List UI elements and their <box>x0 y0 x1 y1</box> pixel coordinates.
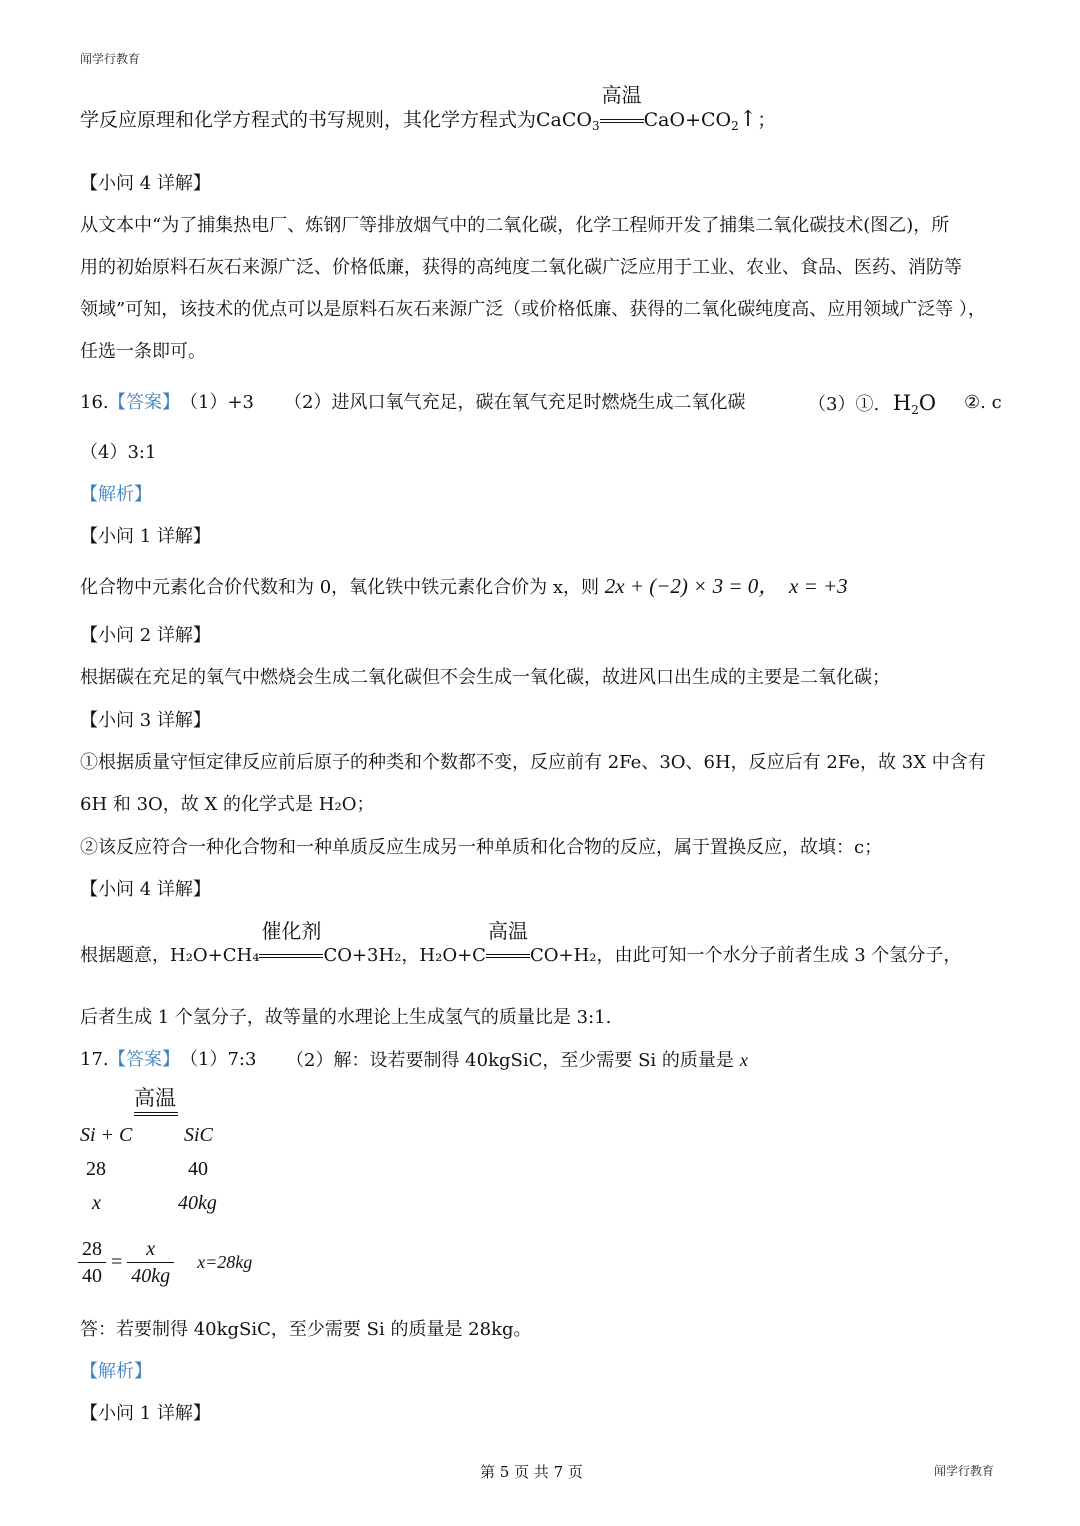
q16-s2-text: 根据碳在充足的氧气中燃烧会生成二氧化碳但不会生成一氧化碳，故进风口出生成的主要是二氧化碳； <box>80 667 890 688</box>
q17-answer-2-text: （2）解：设若要制得 40kgSiC，至少需要 Si 的质量是 <box>286 1050 734 1071</box>
q17-var-left: x <box>92 1192 101 1214</box>
q16-answer-4: （4）3:1 <box>80 442 157 463</box>
q4-line-4: 任选一条即可。 <box>80 341 206 362</box>
q17-answer-line: 答：若要制得 40kgSiC，至少需要 Si 的质量是 28kg。 <box>80 1319 532 1340</box>
q17-condition-label: 高温 <box>134 1086 176 1110</box>
q15-reactant-sub: 3 <box>592 119 600 133</box>
q17-mass-left: 28 <box>86 1158 106 1180</box>
q4-line-2: 用的初始原料石灰石来源广泛、价格低廉，获得的高纯度二氧化碳广泛应用于工业、农业、食品、医药、消防等 <box>80 257 962 278</box>
q16-s4-eq1-right: CO+3H₂ <box>323 945 402 966</box>
footer-brand: 闻学行教育 <box>934 1464 995 1478</box>
q17-number: 17. <box>80 1049 109 1070</box>
q16-s4-line-2: 后者生成 1 个氢分子，故等量的水理论上生成氢气的质量比是 3:1. <box>80 1007 612 1028</box>
q16-s4-eq2-right: CO+H₂ <box>529 945 597 966</box>
q4-line-1: 从文本中“为了捕集热电厂、炼钢厂等排放烟气中的二氧化碳，化学工程师开发了捕集二氧化碳技术(图乙)，所 <box>80 215 950 236</box>
q16-s4-eq2-double-line <box>486 954 530 958</box>
q17-var-right: 40kg <box>178 1192 217 1214</box>
q17-fraction-1-denominator: 40 <box>82 1265 102 1287</box>
q16-answer-3-second: ②. c <box>964 392 1002 413</box>
q4-line-3: 领域”可知，该技术的优点可以是原料石灰石来源广泛（或价格低廉、获得的二氧化碳纯度高、应用领域广泛等 ）， <box>80 299 986 320</box>
q15-condition <box>600 83 644 132</box>
q16-s4-eq2-cond-label: 高温 <box>487 919 528 943</box>
q17-fraction-2 <box>127 1236 174 1289</box>
formula-h: H <box>892 391 912 415</box>
q17-fraction-2-numerator: x <box>127 1236 174 1263</box>
q16-answer-3 <box>808 391 936 417</box>
q16-s4-eq2-left: H₂O+C <box>419 945 486 966</box>
q16-s4-eq1-condition <box>259 919 323 968</box>
q16-number: 16. <box>80 392 109 413</box>
q16-s3-line-1: ①根据质量守恒定律反应前后原子的种类和个数都不变，反应前有 2Fe、3O、6H，反应后有 2Fe，故 3X 中含有 <box>80 752 986 773</box>
q16-s4-eq2-condition <box>486 919 530 968</box>
q17-result: x=28kg <box>197 1252 253 1272</box>
footer-page-number: 第 5 页 共 7 页 <box>480 1463 583 1481</box>
q16-s1-equation: 2x + (−2) × 3 = 0， <box>604 574 780 598</box>
q16-s4-eq1-double-line <box>259 954 323 958</box>
q15-condition-label: 高温 <box>601 83 642 107</box>
q17-fraction-1 <box>78 1236 106 1289</box>
q16-s2-title: 【小问 2 详解】 <box>80 625 211 646</box>
q16-s3-line-3: ②该反应符合一种化合物和一种单质反应生成另一种单质和化合物的反应，属于置换反应，故填：c； <box>80 837 883 858</box>
q17-s1-title: 【小问 1 详解】 <box>80 1403 211 1424</box>
q16-s4-title: 【小问 4 详解】 <box>80 879 211 900</box>
q15-reactant: CaCO <box>536 109 592 131</box>
q16-s1-result: x = +3 <box>789 574 848 598</box>
q17-answer-1: （1）7:3 <box>180 1049 257 1070</box>
q17-fraction-2-denominator: 40kg <box>131 1265 171 1287</box>
q15-double-line <box>600 119 644 123</box>
q16-answer-tag: 【答案】 <box>108 392 180 413</box>
q16-answer-3-prefix: （3）①. <box>808 394 880 415</box>
formula-o: O <box>918 391 937 415</box>
q17-answer-tag: 【答案】 <box>108 1049 180 1070</box>
q16-s3-line-2: 6H 和 3O，故 X 的化学式是 H₂O； <box>80 794 375 815</box>
q16-answer-1: （1）+3 <box>180 392 254 413</box>
q15-product: CaO+CO <box>643 109 732 131</box>
q4-title: 【小问 4 详解】 <box>80 173 211 194</box>
q17-proportion <box>78 1236 252 1289</box>
q17-fraction-1-numerator: 28 <box>78 1236 106 1263</box>
q15-prefix: 学反应原理和化学方程式的书写规则，其化学方程式为 <box>80 109 537 131</box>
q16-s4-eq1-cond-label: 催化剂 <box>261 919 322 943</box>
q17-answer-2 <box>286 1048 748 1073</box>
q16-s4-equation-line <box>80 919 962 968</box>
q15-equation-line <box>80 83 777 133</box>
q16-s1-text <box>80 574 848 600</box>
q16-answer-2: （2）进风口氧气充足，碳在氧气充足时燃烧生成二氧化碳 <box>284 392 746 413</box>
q17-equals-sign: = <box>111 1251 123 1273</box>
q17-analysis-tag: 【解析】 <box>80 1361 152 1382</box>
q16-s1-title: 【小问 1 详解】 <box>80 526 211 547</box>
q17-condition-double-line <box>134 1112 178 1116</box>
header-brand: 闻学行教育 <box>80 52 141 66</box>
q16-s4-tail: ，由此可知一个水分子前者生成 3 个氢分子， <box>596 945 962 966</box>
q17-answer-2-var: x <box>739 1050 748 1070</box>
q16-s4-prefix: 根据题意， <box>80 945 170 966</box>
q15-suffix: ； <box>757 109 777 131</box>
q16-s3-title: 【小问 3 详解】 <box>80 710 211 731</box>
q15-product-sub: 2 <box>731 119 739 133</box>
q17-eq-left: Si + C <box>80 1124 133 1146</box>
q16-answer-3-formula <box>893 391 936 415</box>
q16-analysis-tag: 【解析】 <box>80 484 152 505</box>
q16-s4-eq1-left: H₂O+CH₄ <box>170 945 260 966</box>
gas-arrow-icon: ↑ <box>738 107 758 132</box>
formula-sub: 2 <box>911 403 919 417</box>
q17-mass-right: 40 <box>188 1158 208 1180</box>
q17-eq-right: SiC <box>184 1124 213 1146</box>
q16-s4-separator: ， <box>401 945 420 966</box>
q16-s1-text-body: 化合物中元素化合价代数和为 0，氧化铁中铁元素化合价为 x，则 <box>80 577 600 598</box>
